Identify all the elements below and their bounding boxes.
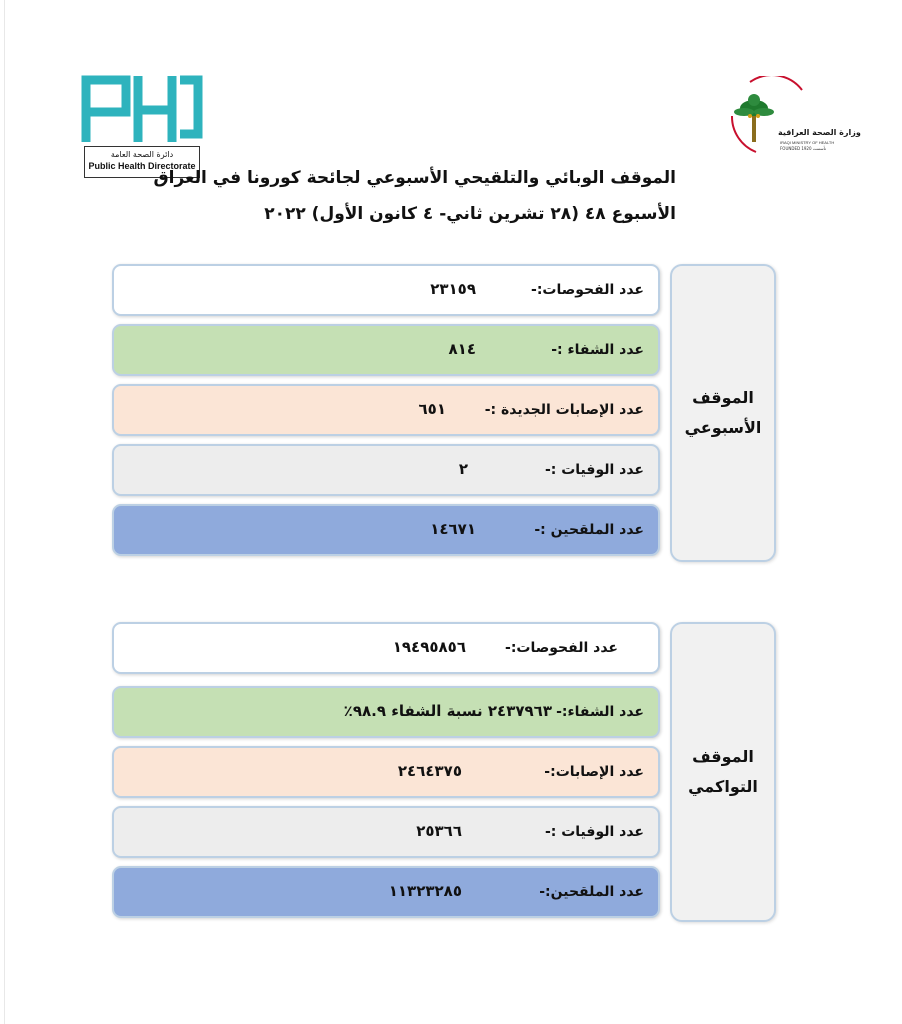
row-value: ٢٥٣٦٦ (416, 822, 462, 840)
weekly-side-label: الموقف الأسبوعي (684, 388, 762, 437)
row-value: ٢٣١٥٩ (430, 280, 476, 298)
weekly-row-tests (112, 264, 660, 316)
row-label: عدد الإصابات الجديدة :- (484, 402, 644, 418)
row-label: عدد الملقحين :- (534, 522, 644, 538)
cumulative-row-recovered (112, 686, 660, 738)
row-label: عدد الوفيات :- (544, 462, 644, 478)
weekly-section (110, 262, 778, 564)
row-label: عدد الشفاء :- (551, 342, 644, 358)
phd-logo-mark-icon (80, 72, 206, 148)
row-label: عدد الفحوصات:- (531, 282, 644, 298)
row-value: ٢٤٦٤٣٧٥ (397, 762, 462, 780)
cumulative-row-deaths (112, 806, 660, 858)
moh-name-english: IRAQI MINISTRY OF HEALTH (780, 140, 835, 145)
weekly-row-deaths (112, 444, 660, 496)
phd-logo (80, 72, 206, 182)
cumulative-section (110, 620, 778, 924)
report-title: الموقف الوبائي والتلقيحي الأسبوعي لجائحة كورونا في العراق (153, 168, 676, 188)
report-subtitle: الأسبوع ٤٨ (٢٨ تشرين ثاني- ٤ كانون الأول) ٢٠٢٢ (264, 204, 676, 224)
moh-year: FOUNDED 1920 تأسست (780, 146, 826, 151)
weekly-row-new-cases (112, 384, 660, 436)
weekly-row-recovered (112, 324, 660, 376)
moh-logo (722, 76, 861, 166)
cumulative-side-box (670, 622, 776, 922)
row-label: عدد الفحوصات:- (505, 640, 618, 656)
row-label: عدد الوفيات :- (544, 824, 644, 840)
phd-caption-arabic: دائرة الصحة العامة (110, 150, 174, 159)
moh-name-arabic: وزارة الصحة العراقية (778, 128, 861, 137)
phd-caption-english: Public Health Directorate (88, 161, 196, 171)
row-value: ٦٥١ (418, 400, 446, 418)
weekly-row-vaccinated (112, 504, 660, 556)
row-label: عدد الملقحين:- (539, 884, 644, 900)
row-value: ٢٤٣٧٩٦٣ نسبة الشفاء ٩٨.٩٪ (343, 702, 552, 720)
row-label: عدد الإصابات:- (544, 764, 644, 780)
row-value: ١٤٦٧١ (430, 520, 476, 538)
cumulative-row-vaccinated (112, 866, 660, 918)
weekly-side-box (670, 264, 776, 562)
cumulative-row-tests (112, 622, 660, 674)
row-value: ٢ (458, 460, 468, 478)
cumulative-side-label: الموقف التواكمي (688, 747, 758, 796)
row-value: ١٩٤٩٥٨٥٦ (392, 638, 466, 656)
cumulative-row-cases (112, 746, 660, 798)
row-value: ٨١٤ (448, 340, 476, 358)
row-value: ١١٣٢٣٢٨٥ (388, 882, 462, 900)
page-edge (4, 0, 5, 1024)
palm-tree-icon (722, 76, 835, 166)
row-label: عدد الشفاء:- (556, 704, 644, 720)
